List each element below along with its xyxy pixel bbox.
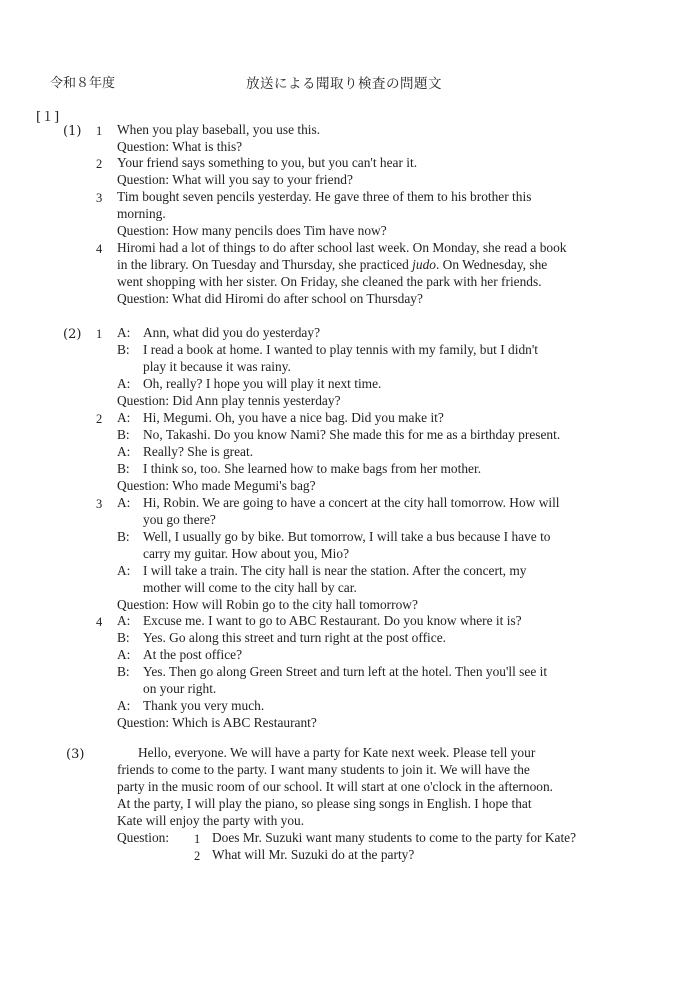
dialogue-text: I read a book at home. I wanted to play tennis with my family, but I didn't	[143, 342, 538, 357]
passage-text: party in the music room of our school. It will start at one o'clock in the afternoon.	[117, 779, 554, 794]
dialogue-text: Yes. Go along this street and turn right at the post office.	[143, 630, 446, 645]
dialogue-text: No, Takashi. Do you know Nami? She made this for me as a birthday present.	[143, 427, 561, 442]
part-1-label: (1)	[63, 124, 82, 139]
item-text: Tim bought seven pencils yesterday. He gave three of them to his brother this	[117, 189, 532, 204]
speaker-label: A:	[117, 563, 131, 578]
question-text: Question: How will Robin go to the city hall tomorrow?	[117, 597, 418, 612]
question-text: Does Mr. Suzuki want many students to come to the party for Kate?	[212, 830, 577, 845]
dialogue-text: Thank you very much.	[143, 698, 265, 713]
item-number: 3	[96, 497, 103, 511]
dialogue-text: Really? She is great.	[143, 444, 254, 459]
item-text: went shopping with her sister. On Friday, she cleaned the park with her friends.	[117, 274, 542, 289]
item-text: When you play baseball, you use this.	[117, 122, 321, 137]
question-number: 1	[194, 832, 201, 846]
item-number: 4	[96, 242, 103, 256]
speaker-label: B:	[117, 529, 130, 544]
dialogue-text: I will take a train. The city hall is near the station. After the concert, my	[143, 563, 527, 578]
item-number: 3	[96, 191, 103, 205]
speaker-label: A:	[117, 325, 131, 340]
part-2-label: (2)	[63, 327, 82, 342]
item-text: Your friend says something to you, but you can't hear it.	[117, 155, 418, 170]
speaker-label: A:	[117, 647, 131, 662]
section-1-label: [１]	[36, 110, 60, 125]
question-text: What will Mr. Suzuki do at the party?	[212, 847, 415, 862]
speaker-label: B:	[117, 461, 130, 476]
dialogue-text: Yes. Then go along Green Street and turn left at the hotel. Then you'll see it	[143, 664, 548, 679]
item-text: morning.	[117, 206, 166, 221]
speaker-label: B:	[117, 664, 130, 679]
item-number: 2	[96, 412, 103, 426]
dialogue-text: on your right.	[143, 681, 217, 696]
italic-word: judo	[412, 257, 436, 272]
question-text: Question: What did Hiromi do after school on Thursday?	[117, 291, 423, 306]
passage-text: At the party, I will play the piano, so please sing songs in English. I hope that	[117, 796, 532, 811]
speaker-label: A:	[117, 444, 131, 459]
speaker-label: B:	[117, 342, 130, 357]
speaker-label: B:	[117, 427, 130, 442]
speaker-label: A:	[117, 495, 131, 510]
passage-text: Kate will enjoy the party with you.	[117, 813, 305, 828]
dialogue-text: Ann, what did you do yesterday?	[143, 325, 321, 340]
speaker-label: A:	[117, 613, 131, 628]
dialogue-text: you go there?	[143, 512, 216, 527]
question-text: Question: What will you say to your friend?	[117, 172, 353, 187]
dialogue-text: Hi, Megumi. Oh, you have a nice bag. Did you make it?	[143, 410, 444, 425]
item-text: in the library. On Tuesday and Thursday, she practiced judo. On Wednesday, she	[117, 257, 548, 272]
dialogue-text: carry my guitar. How about you, Mio?	[143, 546, 350, 561]
dialogue-text: I think so, too. She learned how to make bags from her mother.	[143, 461, 482, 476]
dialogue-text: Oh, really? I hope you will play it next time.	[143, 376, 382, 391]
dialogue-text: Hi, Robin. We are going to have a concert at the city hall tomorrow. How will	[143, 495, 560, 510]
exam-year: 令和８年度	[50, 76, 116, 91]
part-3-label: (3)	[66, 747, 85, 762]
question-text: Question: What is this?	[117, 139, 243, 154]
speaker-label: B:	[117, 630, 130, 645]
item-number: 1	[96, 124, 103, 138]
dialogue-text: Well, I usually go by bike. But tomorrow, I will take a bus because I have to	[143, 529, 551, 544]
question-text: Question: Who made Megumi's bag?	[117, 478, 316, 493]
item-number: 4	[96, 615, 103, 629]
speaker-label: A:	[117, 698, 131, 713]
question-text: Question: Which is ABC Restaurant?	[117, 715, 317, 730]
dialogue-text: At the post office?	[143, 647, 243, 662]
speaker-label: A:	[117, 410, 131, 425]
speaker-label: A:	[117, 376, 131, 391]
question-number: 2	[194, 849, 201, 863]
document-title: 放送による聞取り検査の問題文	[246, 76, 442, 92]
dialogue-text: play it because it was rainy.	[143, 359, 291, 374]
item-number: 1	[96, 327, 103, 341]
passage-text: Hello, everyone. We will have a party for Kate next week. Please tell your	[138, 745, 536, 760]
item-number: 2	[96, 157, 103, 171]
question-label: Question:	[117, 830, 170, 845]
dialogue-text: mother will come to the city hall by car.	[143, 580, 357, 595]
question-text: Question: How many pencils does Tim have now?	[117, 223, 387, 238]
passage-text: friends to come to the party. I want many students to join it. We will have the	[117, 762, 530, 777]
question-text: Question: Did Ann play tennis yesterday?	[117, 393, 341, 408]
dialogue-text: Excuse me. I want to go to ABC Restaurant. Do you know where it is?	[143, 613, 522, 628]
item-text: Hiromi had a lot of things to do after school last week. On Monday, she read a book	[117, 240, 567, 255]
